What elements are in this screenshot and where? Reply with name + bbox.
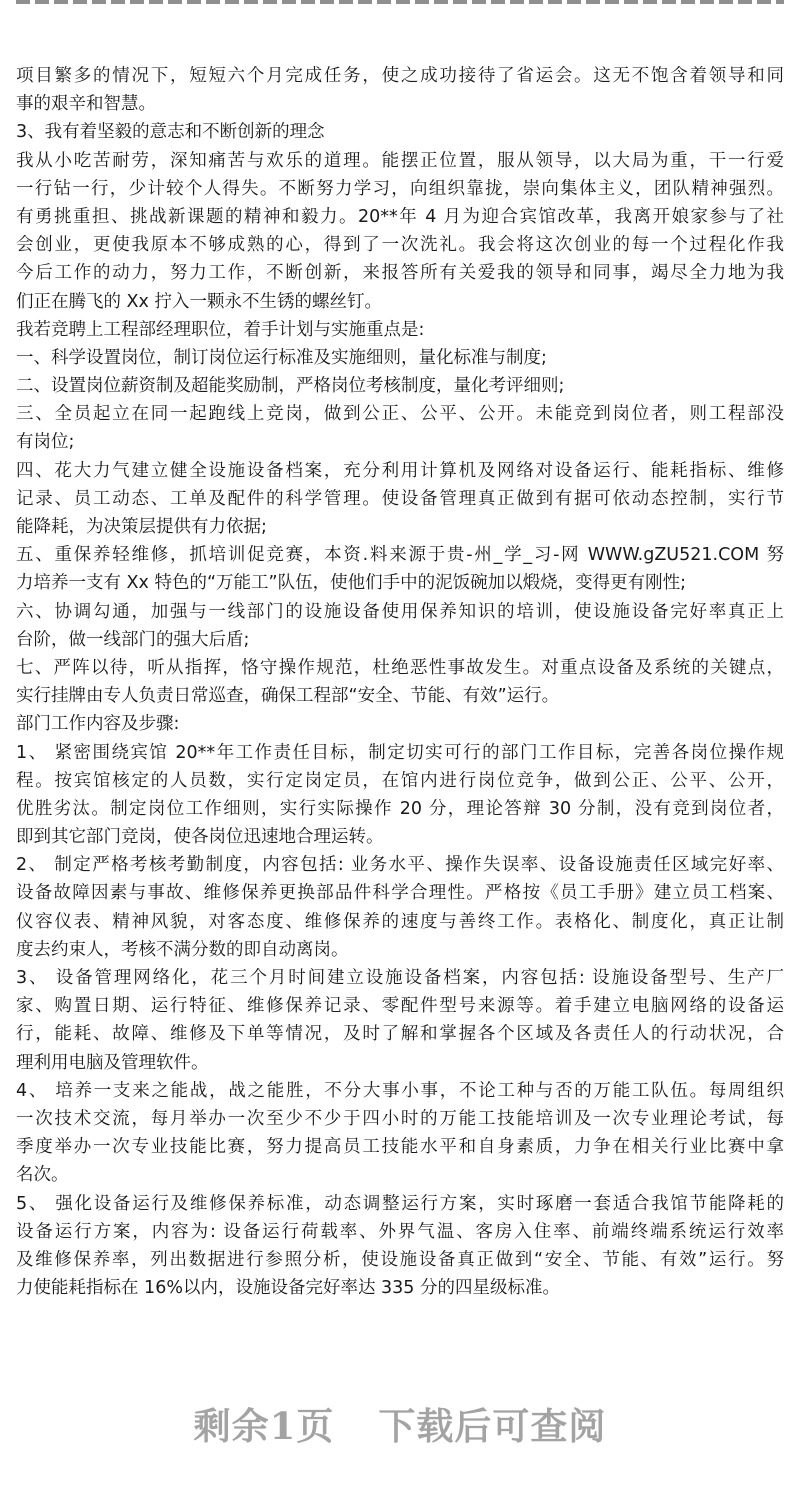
text-line: 即到其它部门竞岗，使各岗位迅速地合理运转。: [16, 827, 384, 848]
clipped-previous-line: [16, 0, 784, 6]
paragraph: [16, 1190, 784, 1303]
text-line: 有勇挑重担、挑战新课题的精神和毅力。20**年 4 月为迎合宾馆改革，我离开娘家参与了社: [16, 206, 784, 227]
text-line: 台阶，做一线部门的强大后盾;: [16, 629, 250, 650]
text-line: 设备故障因素与事故、维修保养更换部品件科学合理性。严格按《员工手册》建立员工档案、: [16, 883, 784, 904]
text-line: 仪容仪表、精神风貌，对客态度、维修保养的速度与善终工作。表格化、制度化，真正让制: [16, 911, 784, 932]
text-line: 部门工作内容及步骤:: [16, 714, 180, 735]
paragraph: [16, 598, 784, 654]
text-line: 及维修保养率，列出数据进行参照分析，使设施设备真正做到“安全、节能、有效”运行。努: [16, 1249, 784, 1270]
document-body: [16, 62, 784, 1302]
text-line: 六、协调勾通，加强与一线部门的设施设备使用保养知识的培训，使设施设备完好率真正上: [16, 601, 784, 622]
text-line: 2、 制定严格考核考勤制度，内容包括: 业务水平、操作失误率、设备设施责任区域完好率、: [16, 855, 784, 876]
paragraph: [16, 316, 784, 344]
text-line: 七、严阵以待，听从指挥，恪守操作规范，杜绝恶性事故发生。对重点设备及系统的关键点，: [16, 657, 784, 678]
paragraph: [16, 739, 784, 852]
text-line: 二、设置岗位薪资制及超能奖励制，严格岗位考核制度，量化考评细则;: [16, 376, 565, 397]
text-line: 会创业，更使我原本不够成熟的心，得到了一次洗礼。我会将这次创业的每一个过程化作我: [16, 235, 784, 256]
text-line: 五、重保养轻维修，抓培训促竞赛，本资.料来源于贵-州_学_习-网 WWW.gZU521.COM 努: [16, 545, 784, 566]
text-line: 事的艰辛和智慧。: [16, 94, 156, 115]
text-line: 一行钻一行，少计较个人得失。不断努力学习，向组织靠拢，崇向集体主义，团队精神强烈。: [16, 178, 784, 199]
paragraph: [16, 147, 784, 316]
text-line: 实行挂牌由专人负责日常巡查，确保工程部“安全、节能、有效”运行。: [16, 686, 560, 707]
paragraph: [16, 118, 784, 146]
text-line: 理利用电脑及管理软件。: [16, 1052, 209, 1073]
text-line: 有岗位;: [16, 432, 75, 453]
remaining-pages-label: 剩余1页: [193, 1404, 335, 1448]
paragraph: [16, 372, 784, 400]
text-line: 3、 设备管理网络化，花三个月时间建立设施设备档案，内容包括: 设施设备型号、生产厂: [16, 968, 784, 988]
text-line: 设备运行方案，内容为: 设备运行荷载率、外界气温、客房入住率、前端终端系统运行效率: [16, 1221, 784, 1242]
text-line: 项目繁多的情况下，短短六个月完成任务，使之成功接待了省运会。这无不饱含着领导和同: [16, 66, 784, 86]
text-line: 力培养一支有 Xx 特色的“万能工”队伍，使他们手中的泥饭碗加以煅烧，变得更有刚性;: [16, 573, 686, 594]
paragraph: [16, 710, 784, 738]
paragraph: [16, 457, 784, 542]
text-line: 能降耗，为决策层提供有力依据;: [16, 517, 267, 537]
text-line: 优胜劣汰。制定岗位工作细则，实行实际操作 20 分，理论答辩 30 分制，没有竞到岗位者，: [16, 798, 784, 819]
text-line: 四、花大力气建立健全设施设备档案，充分利用计算机及网络对设备运行、能耗指标、维修: [16, 460, 784, 481]
paragraph: [16, 851, 784, 964]
text-line: 一、科学设置岗位，制订岗位运行标准及实施细则，量化标准与制度;: [16, 347, 547, 368]
text-line: 名次。: [16, 1165, 69, 1186]
text-line: 3、我有着坚毅的意志和不断创新的理念: [16, 122, 325, 143]
text-line: 家、购置日期、运行特征、维修保养记录、零配件型号来源等。着手建立电脑网络的设备运: [16, 996, 784, 1017]
text-line: 一次技术交流，每月举办一次至少不少于四小时的万能工技能培训及一次专业理论考试，每: [16, 1108, 784, 1129]
text-line: 记录、员工动态、工单及配件的科学管理。使设备管理真正做到有据可依动态控制，实行节: [16, 488, 784, 509]
text-line: 5、 强化设备运行及维修保养标准，动态调整运行方案，实时琢磨一套适合我馆节能降耗的: [16, 1193, 784, 1214]
text-line: 我若竞聘上工程部经理职位，着手计划与实施重点是:: [16, 319, 425, 340]
paragraph: [16, 964, 784, 1077]
text-line: 4、 培养一支来之能战，战之能胜，不分大事小事，不论工种与否的万能工队伍。每周组织: [16, 1080, 784, 1101]
paragraph: [16, 62, 784, 118]
text-line: 三、全员起立在同一起跑线上竞岗，做到公正、公平、公开。未能竞到岗位者，则工程部没: [16, 404, 784, 425]
paragraph: [16, 400, 784, 456]
paragraph: [16, 654, 784, 710]
download-prompt[interactable]: [0, 1396, 800, 1450]
text-line: 们正在腾飞的 Xx 拧入一颗永不生锈的螺丝钉。: [16, 291, 382, 312]
text-line: 力使能耗指标在 16%以内，设施设备完好率达 335 分的四星级标准。: [16, 1278, 560, 1299]
text-line: 1、 紧密围绕宾馆 20**年工作责任目标，制定切实可行的部门工作目标，完善各岗位操作规: [16, 742, 784, 763]
text-line: 季度举办一次专业技能比赛，努力提高员工技能水平和自身素质，力争在相关行业比赛中拿: [16, 1137, 784, 1158]
text-line: 我从小吃苦耐劳，深知痛苦与欢乐的道理。能摆正位置，服从领导，以大局为重，干一行爱: [16, 150, 784, 171]
text-line: 行，能耗、故障、维修及下单等情况，及时了解和掌握各个区域及各责任人的行动状况，合: [16, 1024, 784, 1045]
paragraph: [16, 344, 784, 372]
paragraph: [16, 541, 784, 597]
text-line: 今后工作的动力，努力工作，不断创新，来报答所有关爱我的领导和同事，竭尽全力地为我: [16, 263, 784, 284]
text-line: 度去约束人，考核不满分数的即自动离岗。: [16, 939, 349, 960]
paragraph: [16, 1077, 784, 1190]
download-to-view-label: 下载后可查阅: [378, 1404, 607, 1448]
text-line: 程。按宾馆核定的人员数，实行定岗定员，在馆内进行岗位竞争，做到公正、公平、公开，: [16, 770, 784, 791]
